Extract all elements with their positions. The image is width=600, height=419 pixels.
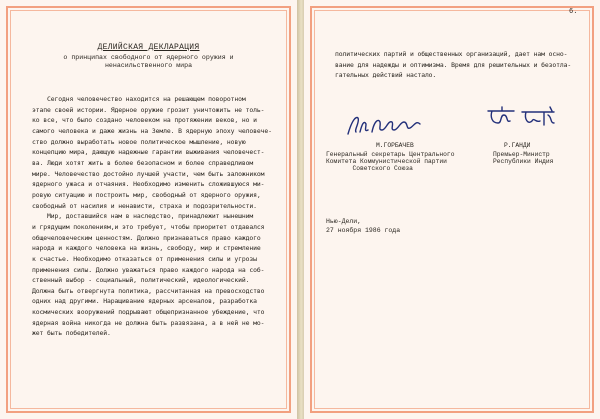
gandhi-signature	[484, 103, 564, 133]
gandhi-name: Р.ГАНДИ	[504, 142, 531, 149]
left-page	[0, 0, 297, 419]
place-and-date	[326, 217, 400, 235]
gorbachev-signature	[344, 110, 424, 140]
page-number: 6.	[569, 8, 578, 16]
declaration-title: ДЕЛИЙСКАЯ ДЕКЛАРАЦИЯ	[97, 43, 200, 52]
gorbachev-name: М.ГОРБАЧЕВ	[376, 142, 414, 149]
signing-place: Нью-Дели,	[326, 218, 362, 225]
right-page	[304, 0, 600, 419]
gorbachev-title: Генеральный секретарь Центрального Комитета Коммунистической партии Советского Союза	[326, 151, 455, 172]
closing-text: политических партий и общественных организаций, дает нам осно- вание для надежды и оптимизма. Время для решительных и безотла- гательных действий настало.	[335, 50, 572, 80]
subtitle-text: о принципах свободного от ядерного оружия и ненасильственного мира	[63, 54, 234, 69]
gandhi-title: Премьер-Министр Республики Индия	[493, 151, 554, 165]
declaration-body-text: Сегодня человечество находится на решающем поворотном этапе своей истории. Ядерное оружие грозит уничтожить не толь- ко все, что было создано человеком на протяжении веков, но и самого человека и даже жизнь на Земле. В ядерную эпоху человече- ство должно выработать новое политическое мышление, новую концепцию мира, дающую надежные гарантии выживания человечест- ва. Люди хотят жить в более безопасном и более справедливом мире. Человечество достойно лучшей участи, чем быть заложником ядерного ужаса и отчаяния. Необходимо изменить сложившуюся ми- ровую ситуацию и построить мир, свободный от ядерного оружия, свободный от насилия и ненависти, страха и подозрительности. Мир, доставшийся нам в наследство, принадлежит нынешним и грядущим поколениям,и это требует, чтобы приоритет отдавался общечеловеческим ценностям. Должно признаваться право каждого народа и каждого человека на жизнь, свободу, мир и стремление к счастье. Необходимо отказаться от применения силы и угрозы применения силы. Должно уважаться право каждого народа на соб- ственный выбор - социальный, политический, идеологический. Должна быть отвергнута политика, рассчитанная на превосходство одних над другими. Наращивание ядерных арсеналов, разработка космических вооружений подрывают общепризнанное убеждение, что ядерная война никогда не должна быть развязана, а в ней не мо- жет быть победителей.	[32, 95, 272, 338]
declaration-subtitle	[30, 54, 267, 69]
signing-date: 27 ноября 1986 года	[326, 227, 401, 234]
page-gutter	[297, 0, 304, 419]
